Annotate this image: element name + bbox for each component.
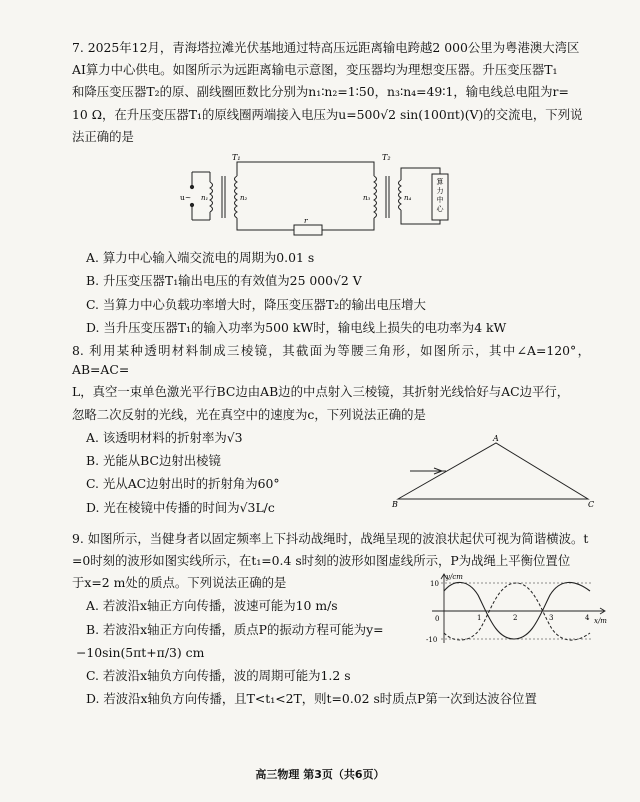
transmission-circuit-diagram: [182, 150, 482, 242]
y-tick-10: 10: [430, 579, 439, 588]
q7-stem-line-1: 7. 2025年12月，青海塔拉滩光伏基地通过特高压远距离输电跨越2 000公里为粤港澳大湾区: [72, 40, 580, 55]
vertex-c-label: C: [588, 499, 595, 509]
n3-label: n₃: [363, 194, 371, 203]
q7-option-b: B. 升压变压器T₁输出电压的有效值为25 000√2 V: [86, 273, 362, 289]
page-footer: 高三物理 第3页（共6页）: [255, 768, 385, 781]
question-9: [72, 529, 607, 709]
source-label: u~: [180, 193, 192, 203]
question-7: [72, 38, 590, 337]
x-tick-2: 2: [513, 613, 518, 622]
x-tick-3: 3: [549, 613, 554, 622]
prism-diagram: [390, 433, 600, 509]
q7-stem-line-3: 和降压变压器T₂的原、副线圈匝数比分别为n₁∶n₂=1∶50，n₃∶n₄=49∶1，输电线总电阻为r=: [72, 84, 569, 100]
q9-option-c: C. 若波沿x轴负方向传播，波的周期可能为1.2 s: [86, 668, 351, 684]
q7-stem-line-4: 10 Ω，在升压变压器T₁的原线圈两端接入电压为u=500√2 sin(100πt)(V)的交流电，下列说: [72, 106, 583, 122]
q7-option-c: C. 当算力中心负载功率增大时，降压变压器T₂的输出电压增大: [86, 296, 426, 312]
q9-option-b-line-2: −10sin(5πt+π/3) cm: [76, 644, 205, 660]
q8-option-b: B. 光能从BC边射出棱镜: [86, 453, 221, 469]
computing-center-label: 算力中心: [436, 178, 444, 214]
q9-option-d: D. 若波沿x轴负方向传播，且T<t₁<2T，则t=0.02 s时质点P第一次到达波谷位置: [86, 691, 537, 707]
exam-page: [72, 38, 607, 712]
x-axis-label: x/m: [594, 616, 607, 625]
t1-label: T₁: [232, 153, 241, 163]
t2-label: T₂: [382, 153, 391, 163]
vertex-a-label: A: [493, 433, 499, 443]
q8-stem-line-1: 8. 利用某种透明材料制成三棱镜，其截面为等腰三角形，如图所示，其中∠A=120°，AB=AC=: [72, 342, 590, 378]
y-axis-label: y/cm: [446, 572, 463, 581]
q7-stem-line-5: 法正确的是: [72, 128, 134, 144]
n2-label: n₂: [240, 194, 248, 203]
q9-stem-line-3: 于x=2 m处的质点。下列说法正确的是: [72, 575, 287, 591]
q8-stem-line-2: L，真空一束单色激光平行BC边由AB边的中点射入三棱镜，其折射光线恰好与AC边平行，: [72, 384, 570, 400]
x-tick-1: 1: [477, 613, 482, 622]
q8-option-c: C. 光从AC边射出时的折射角为60°: [86, 476, 280, 492]
n1-label: n₁: [201, 194, 209, 203]
wave-graph: [424, 571, 612, 651]
q7-stem-line-2: AI算力中心供电。如图所示为远距离输电示意图，变压器均为理想变压器。升压变压器T₁: [72, 62, 558, 78]
resistor-label: r: [304, 216, 308, 226]
q9-option-a: A. 若波沿x轴正方向传播，波速可能为10 m/s: [86, 598, 338, 614]
q8-option-d: D. 光在棱镜中传播的时间为√3L/c: [86, 499, 275, 515]
origin-label: 0: [435, 614, 440, 623]
q7-option-a: A. 算力中心输入端交流电的周期为0.01 s: [86, 250, 315, 266]
question-8: [72, 341, 595, 517]
q9-stem-line-1: 9. 如图所示，当健身者以固定频率上下抖动战绳时，战绳呈现的波浪状起伏可视为简谐横波。t: [72, 530, 589, 546]
q8-stem-line-3: 忽略二次反射的光线，光在真空中的速度为c，下列说法正确的是: [72, 406, 426, 422]
vertex-b-label: B: [392, 499, 398, 509]
x-tick-4: 4: [585, 613, 590, 622]
y-tick-neg10: -10: [426, 635, 438, 644]
n4-label: n₄: [404, 194, 412, 203]
q8-option-a: A. 该透明材料的折射率为√3: [86, 429, 243, 445]
q7-option-d: D. 当升压变压器T₁的输入功率为500 kW时，输电线上损失的电功率为4 kW: [86, 319, 507, 335]
q9-option-b-line-1: B. 若波沿x轴正方向传播，质点P的振动方程可能为y=: [86, 621, 384, 637]
q9-stem-line-2: =0时刻的波形如图实线所示，在t₁=0.4 s时刻的波形如图虚线所示，P为战绳上平衡位置位: [72, 552, 571, 568]
